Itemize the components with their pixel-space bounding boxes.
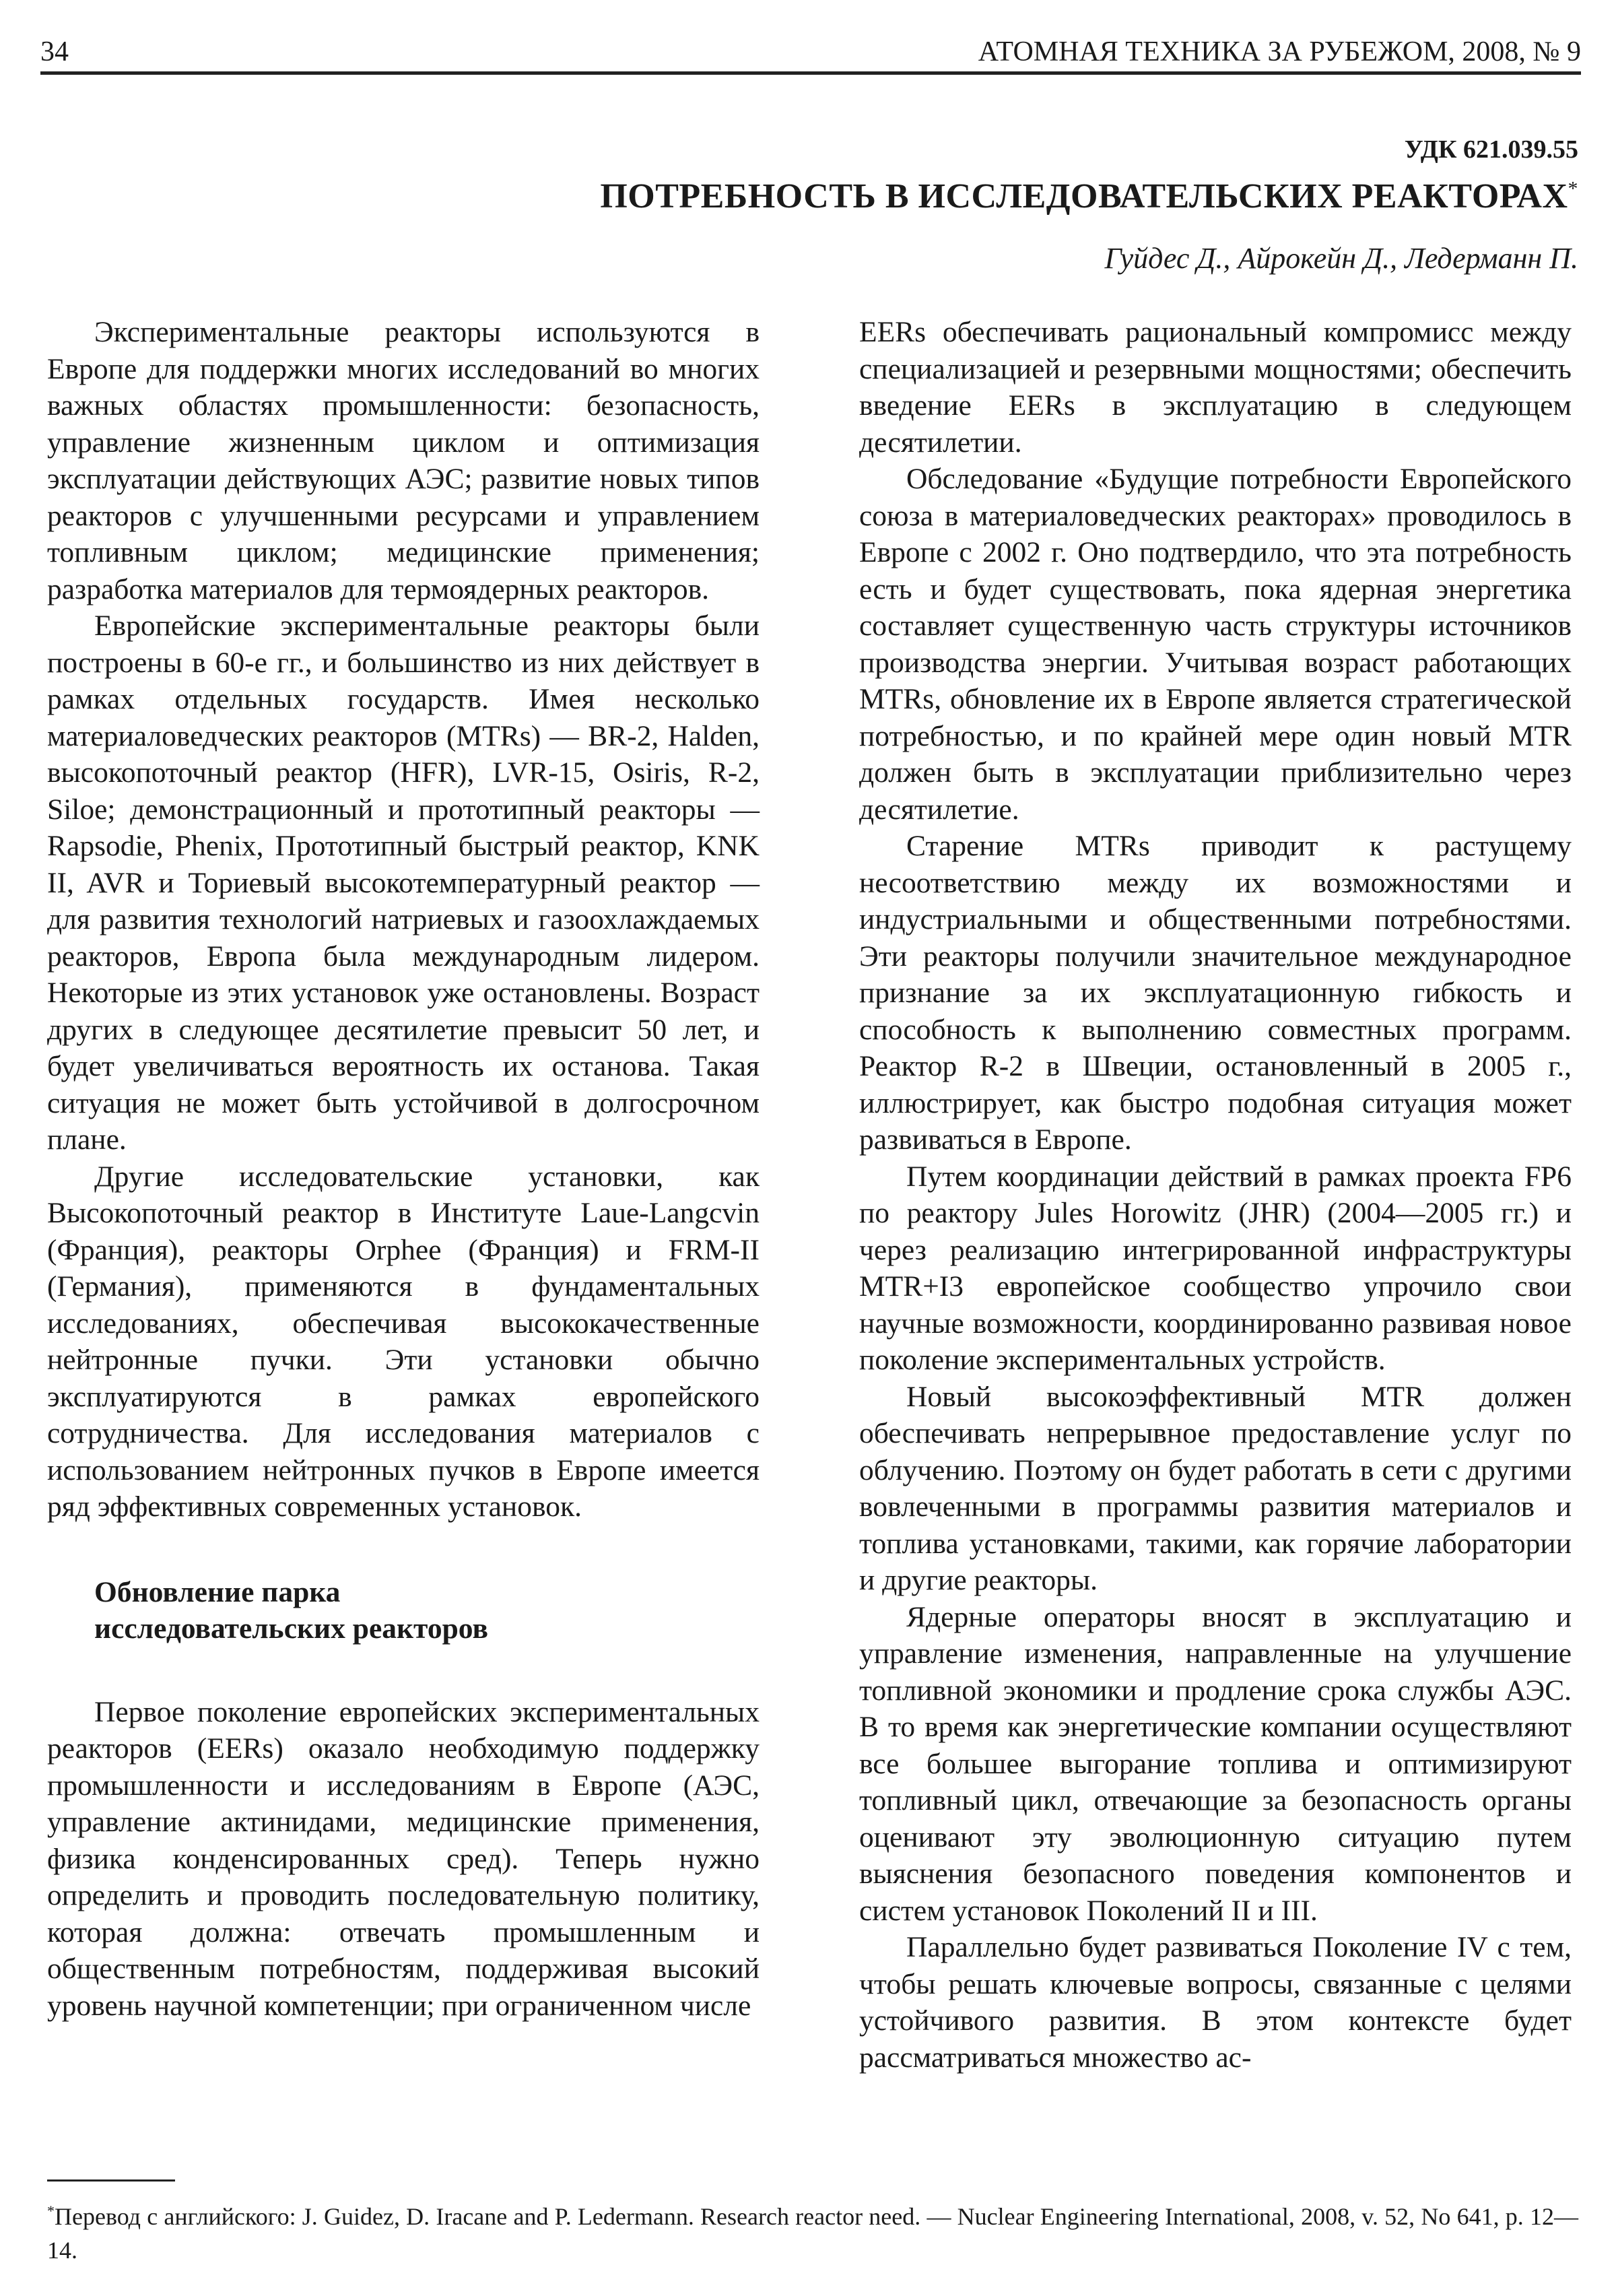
paragraph: Первое поколение европейских экспериментальных реакторов (EERs) оказало необходимую поддержку промышленности и исследованиям в Европе (АЭС, управление актинидами, медицинские применения, физика конденсированных сред). Теперь нужно определить и проводить последовательную политику, которая должна: отвечать промышленным и общественным потребностям, поддерживая высокий уровень научной компетенции; при ограниченном числе	[47, 1695, 760, 2022]
footnote-text: Перевод с английского: J. Guidez, D. Iracane and P. Ledermann. Research reactor need. — Nuclear Engineering International, 2008, v. 52, No 641, p. 12—14.	[47, 2203, 1578, 2264]
right-column	[859, 314, 1572, 2076]
section-heading	[94, 1574, 760, 1647]
section-heading-line: Обновление парка	[94, 1575, 341, 1608]
paragraph: Путем координации действий в рамках проекта FP6 по реактору Jules Horowitz (JHR) (2004—2005 гг.) и через реализацию интегрированной инфраструктуры MTR+I3 европейское сообщество упрочило свои научные возможности, координированно развивая новое поколение экспериментальных устройств.	[859, 1160, 1572, 1376]
paragraph: Экспериментальные реакторы используются в Европе для поддержки многих исследований во многих важных областях промышленности: безопасность, управление жизненным циклом и оптимизация эксплуатации действующих АЭС; развитие новых типов реакторов с улучшенными ресурсами и управлением топливным циклом; медицинские применения; разработка материалов для термоядерных реакторов.	[47, 316, 760, 605]
article-title	[600, 176, 1578, 216]
page-number: 34	[40, 36, 69, 67]
section-heading-line: исследовательских реакторов	[94, 1612, 488, 1645]
paragraph: Старение MTRs приводит к растущему несоответствию между их возможностями и индустриальными и общественными потребностями. Эти реакторы получили значительное международное признание за их эксплуатационную гибкость и способность к выполнению совместных программ. Реактор R-2 в Швеции, остановленный в 2005 г., иллюстрирует, как быстро подобная ситуация может развиваться в Европе.	[859, 830, 1572, 1156]
header-rule	[40, 71, 1581, 75]
udc-code: УДК 621.039.55	[1404, 135, 1578, 164]
running-head	[40, 28, 1581, 66]
article-title-text: ПОТРЕБНОСТЬ В ИССЛЕДОВАТЕЛЬСКИХ РЕАКТОРАХ	[600, 177, 1568, 216]
paragraph: Ядерные операторы вносят в эксплуатацию и управление изменения, направленные на улучшение топливной экономики и продление срока службы АЭС. В то время как энергетические компании осуществляют все большее выгорание топлива и оптимизируют топливный цикл, отвечающие за безопасность органы оценивают эту эволюционную ситуацию путем выяснения безопасного поведения компонентов и систем установок Поколений II и III.	[859, 1600, 1572, 1927]
paragraph: Обследование «Будущие потребности Европейского союза в материаловедческих реакторах» проводилось в Европе с 2002 г. Оно подтвердило, что эта потребность есть и будет существовать, пока ядерная энергетика составляет существенную часть структуры источников производства энергии. Учитывая возраст работающих MTRs, обновление их в Европе является стратегической потребностью, и по крайней мере один новый MTR должен быть в эксплуатации приблизительно через десятилетие.	[859, 463, 1572, 826]
paragraph-continuation: EERs обеспечивать рациональный компромисс между специализацией и резервными мощностями; обеспечить введение EERs в эксплуатацию в следующем десятилетии.	[859, 316, 1572, 459]
left-column	[47, 314, 760, 2024]
journal-title: АТОМНАЯ ТЕХНИКА ЗА РУБЕЖОМ, 2008, № 9	[978, 36, 1581, 67]
footnote-marker: *	[1568, 177, 1578, 200]
article-authors: Гуйдес Д., Айрокейн Д., Ледерманн П.	[1104, 242, 1578, 275]
footnote-marker: *	[47, 2202, 55, 2219]
paragraph: Европейские экспериментальные реакторы были построены в 60-е гг., и большинство из них действует в рамках отдельных государств. Имея несколько материаловедческих реакторов (MTRs) — BR-2, Halden, высокопоточный реактор (HFR), LVR-15, Osiris, R-2, Siloe; демонстрационный и прототипный реакторы — Rapsodie, Phenix, Прототипный быстрый реактор, KNK II, AVR и Ториевый высокотемпературный реактор — для развития технологий натриевых и газоохлаждаемых реакторов, Европа была международным лидером. Некоторые из этих установок уже остановлены. Возраст других в следующее десятилетие превысит 50 лет, и будет увеличиваться вероятность их останова. Такая ситуация не может быть устойчивой в долгосрочном плане.	[47, 610, 760, 1156]
paragraph: Новый высокоэффективный MTR должен обеспечивать непрерывное предоставление услуг по облучению. Поэтому он будет работать в сети с другими вовлеченными в программы развития материалов и топлива установками, такими, как горячие лаборатории и другие реакторы.	[859, 1380, 1572, 1596]
paragraph: Параллельно будет развиваться Поколение IV с тем, чтобы решать ключевые вопросы, связанные с целями устойчивого развития. В этом контексте будет рассматриваться множество ас-	[859, 1931, 1572, 2074]
footnote	[47, 2194, 1578, 2267]
paragraph: Другие исследовательские установки, как Высокопоточный реактор в Институте Laue-Langcvin (Франция), реакторы Orphee (Франция) и FRM-II (Германия), применяются в фундаментальных исследованиях, обеспечивая высококачественные нейтронные пучки. Эти установки обычно эксплуатируются в рамках европейского сотрудничества. Для исследования материалов с использованием нейтронных пучков в Европе имеется ряд эффективных современных установок.	[47, 1160, 760, 1523]
footnote-rule	[47, 2179, 175, 2182]
